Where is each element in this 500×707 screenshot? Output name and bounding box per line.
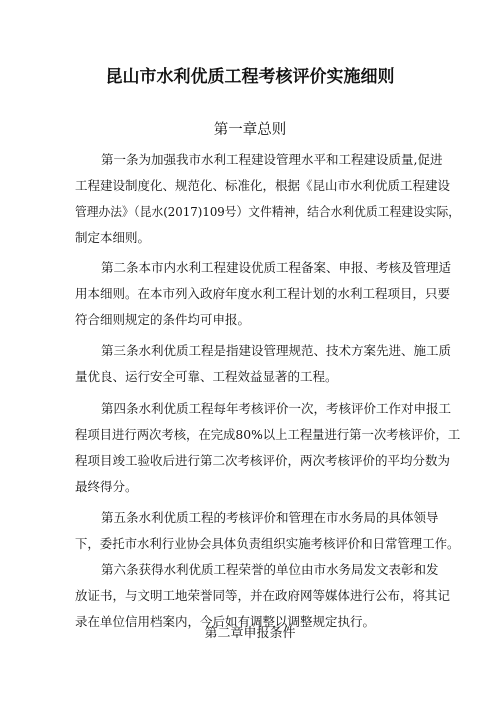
line-text: 第六条获得水利优质工程荣誉的单位由市水务局发文表彰和发 [101, 562, 439, 577]
line-text: 制定本细则。 [75, 230, 151, 245]
line-text: 最终得分。 [75, 479, 138, 494]
chapter-heading-1: 第一章总则 [213, 122, 287, 138]
line-text: 放证书，与文明工地荣誉同等，并在政府网等媒体进行公布，将其记 [75, 588, 451, 603]
line-text: 工程建设制度化、规范化、标准化，根据《昆山市水利优质工程建设 [75, 178, 451, 193]
document-title: 昆山市水利优质工程考核评价实施细则 [105, 67, 395, 87]
line-text: 程项目竣工验收后进行第二次考核评价，两次考核评价的平均分数为 [75, 453, 451, 468]
line-text: 第一条为加强我市水利工程建设管理水平和工程建设质量,促进 [101, 152, 443, 167]
line-text: 第二条本市内水利工程建设优质工程备案、申报、考核及管理适 [101, 260, 452, 275]
line-text: 录在单位信用档案内，今后如有调整以调整规定执行。 [75, 614, 376, 629]
line-text: 下，委托市水利行业协会具体负责组织实施考核评价和日常管理工作。 [75, 536, 460, 551]
line-text: 符合细则规定的条件均可申报。 [75, 312, 251, 327]
line-text: 管理办法》（昆水(2017)109号）文件精神，结合水利优质工程建设实际， [75, 204, 461, 219]
line-text: 程项目进行两次考核，在完成80%以上工程量进行第一次考核评价，工 [75, 427, 461, 442]
line-text: 第五条水利优质工程的考核评价和管理在市水务局的具体领导 [101, 510, 439, 525]
line-text: 量优良、运行安全可靠、工程效益显著的工程。 [75, 369, 338, 384]
line-text: 第三条水利优质工程是指建设管理规范、技术方案先进、施工质 [101, 343, 452, 358]
chapter-heading-2: 第二章申报条件 [204, 626, 296, 641]
line-text: 用本细则。在本市列入政府年度水利工程计划的水利工程项目，只要 [75, 286, 451, 301]
line-text: 第四条水利优质工程每年考核评价一次，考核评价工作对申报工 [101, 401, 452, 416]
